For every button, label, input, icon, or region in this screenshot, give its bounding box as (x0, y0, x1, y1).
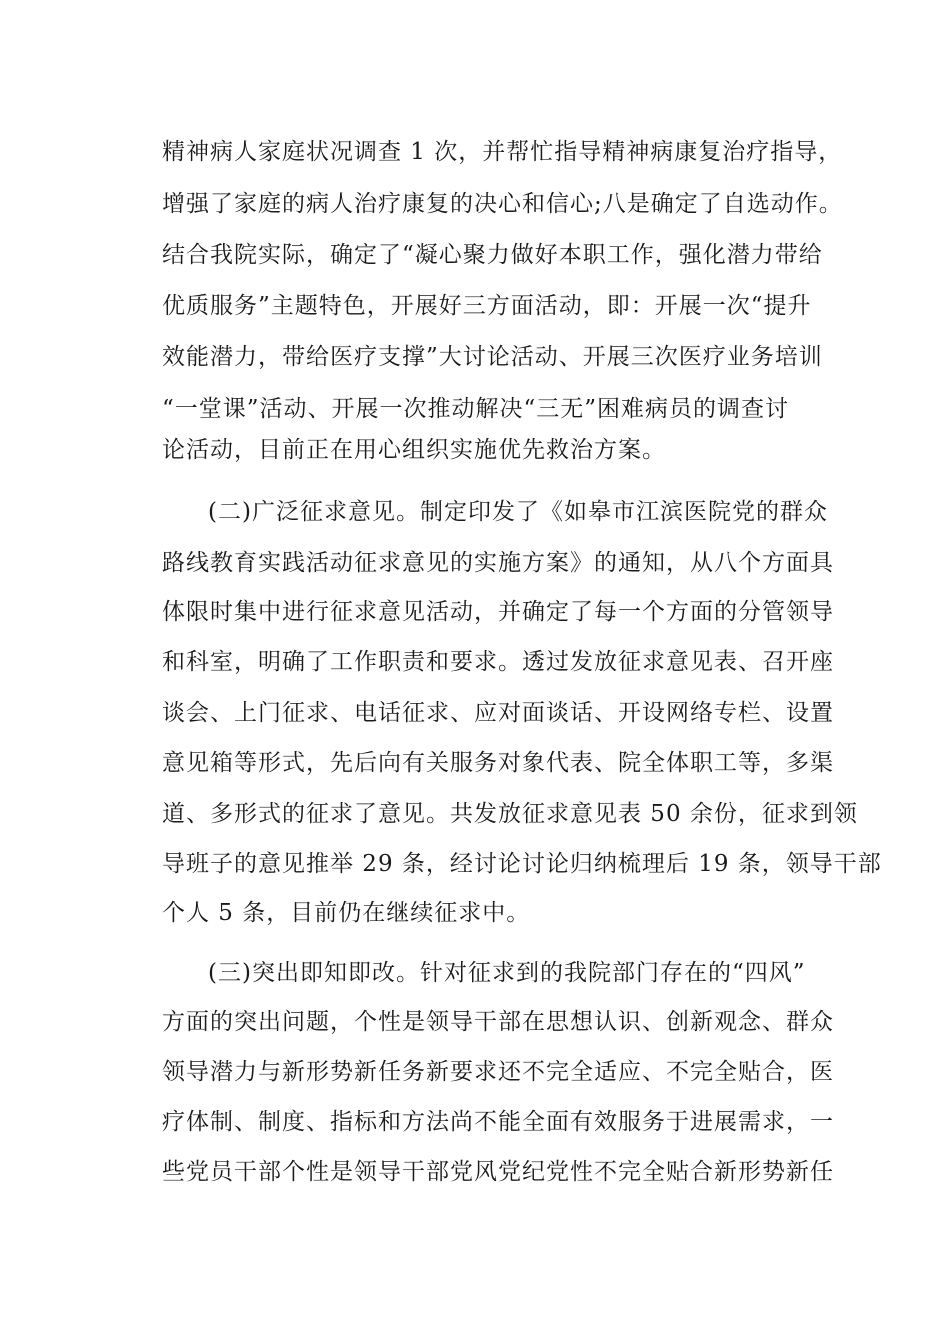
paragraph-3-line-5: 些党员干部个性是领导干部党风党纪党性不完全贴合新形势新任 (162, 1159, 834, 1185)
paragraph-2-line-3: 体限时集中进行征求意见活动，并确定了每一个方面的分管领导 (162, 599, 834, 625)
paragraph-2-line-6: 意见箱等形式，先后向有关服务对象代表、院全体职工等，多渠 (162, 750, 834, 776)
paragraph-3-line-3: 领导潜力与新形势新任务新要求还不完全适应、不完全贴合，医 (162, 1059, 834, 1085)
paragraph-1-line-3: 结合我院实际，确定了“凝心聚力做好本职工作，强化潜力带给 (162, 242, 823, 268)
paragraph-1-line-2: 增强了家庭的病人治疗康复的决心和信心;八是确定了自选动作。 (162, 191, 843, 217)
paragraph-1-line-5: 效能潜力，带给医疗支撑”大讨论活动、开展三次医疗业务培训 (162, 344, 823, 370)
paragraph-1-line-1: 精神病人家庭状况调查 1 次，并帮忙指导精神病康复治疗指导， (162, 139, 843, 165)
paragraph-2-line-4: 和科室，明确了工作职责和要求。透过发放征求意见表、召开座 (162, 649, 834, 675)
paragraph-2-line-2: 路线教育实践活动征求意见的实施方案》的通知，从八个方面具 (162, 550, 834, 576)
paragraph-1-line-4: 优质服务”主题特色，开展好三方面活动，即：开展一次“提升 (162, 293, 812, 319)
paragraph-3-line-4: 疗体制、制度、指标和方法尚不能全面有效服务于进展需求，一 (162, 1109, 834, 1135)
paragraph-2-line-5: 谈会、上门征求、电话征求、应对面谈话、开设网络专栏、设置 (162, 700, 834, 726)
paragraph-1-line-6: “一堂课”活动、开展一次推动解决“三无”困难病员的调查讨 (162, 396, 790, 422)
paragraph-2-line-8: 导班子的意见推举 29 条，经讨论讨论归纳梳理后 19 条，领导干部 (162, 851, 882, 877)
paragraph-2-line-1: (二)广泛征求意见。制定印发了《如皋市江滨医院党的群众 (208, 499, 828, 525)
paragraph-2-line-7: 道、多形式的征求了意见。共发放征求意见表 50 余份，征求到领 (162, 801, 858, 827)
paragraph-3-line-1: (三)突出即知即改。针对征求到的我院部门存在的“四风” (208, 960, 806, 986)
paragraph-3-line-2: 方面的突出问题，个性是领导干部在思想认识、创新观念、群众 (162, 1009, 834, 1035)
paragraph-1-line-7: 论活动，目前正在用心组织实施优先救治方案。 (162, 437, 666, 463)
paragraph-2-line-9: 个人 5 条，目前仍在继续征求中。 (162, 900, 531, 926)
